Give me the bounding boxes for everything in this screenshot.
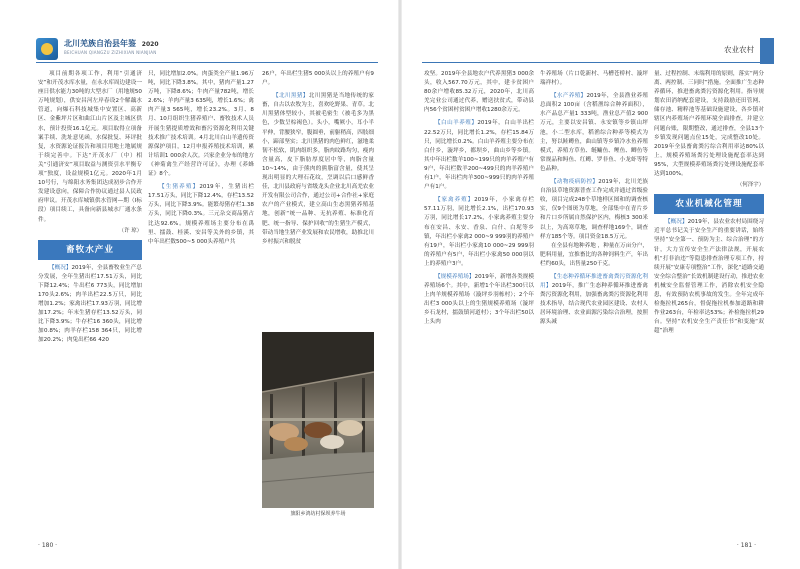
left-column-1: [38, 70, 142, 346]
paragraph: [424, 119, 534, 192]
paragraph-text: 2019年，全县渔业养殖总面积2 100亩（含稻渔综合种养面积），水产品总产量1 333吨，渔业总产值2 900万元，主要以安昌镇、永安镇等乡镇山坪池，小二型水库，稻渔综合种养等模式为主，努以鲑鳟鱼，曲山镇等乡镇冷水鱼养殖模式，养殖方草鱼、鲢鳙鱼、鲤鱼、鲫鱼等常规品和鲟鱼、红鳟、罗非鱼、小龙虾等特色品种。: [540, 93, 648, 172]
label-aquaculture: 【水产养殖】: [551, 93, 587, 100]
header-rule: [422, 62, 764, 63]
yearbook-logo-icon: [36, 38, 58, 60]
paragraph-text: 北川黑猪是当地传统的家畜，自古以农牧为主，喜欢吃野果、青草。北川黑猪体型较小，其被毛密生（被毛多为黑色，少数呈棕褐色）。头小，嘴厥小，耳小半平伸，背腰狭窄，腹圆垂，前躯稍高，四肢细小，蹄部坚实；北川黑猪的肉色鲜红，滋地柔韧不松软，肌肉组织多，脂肉纹路均匀，瘦肉含量高，皮下脂肪厚度居中等，肉脂含量10~14%，由于熊肉的熊脂富含量，使其呈现出明显的大理石花纹，烹调以后口感鲜香佳，北川县政府与省级龙头企业北川高羌农业开发有限公司合作，通过公司+合作社+家庭农户的产业模式，建立高山生态黑猪养殖基地，创新“统一品种、无抗养殖、标准化育肥、统一指导、保护回收”的生猪生产模式，带动当地生猪产业发展和农民增收，助推北川乡村振兴和脱贫: [262, 93, 374, 245]
paragraph: 只，同比增加2.0%。肉蛋类全产量1.96万吨，同比下降3.8%。其中，猪肉产量1.27万吨，下降8.6%；牛肉产量782吨，增长2.6%；羊肉产量3 635吨，增长1.6%；禽肉产量3 565吨，增长23.2%。3月、8月、10月组织生猪养殖户、畜牧技术人员开展生猪提质增效和畜污资源化利用关键技术推广技术培训。4月北川白山羊遗传资源保护项目，12月申报养殖技术培训，累计培训1 000余人次。兴家企业分布的地方《神菊禽生产经营许可证》，办理《养蜂证》8个。: [148, 71, 254, 178]
label-beichuan-black-pig: 【北川黑猪】: [273, 93, 309, 100]
label-pig-farming: 【生猪养殖】: [159, 184, 200, 191]
label-poultry: 【家禽养殖】: [435, 197, 475, 204]
paragraph: [540, 92, 648, 174]
book-title: [64, 38, 159, 49]
paragraph: 项目前期各项工作，利用“引通济安”和开茂水库水量，在永水库周边建设一座日供水能力30吨的大型水厂（用地规50万吨规划），供安昌河左岸春设2个解藕水管道，向爆石科技城集中安置区、高新区、金紫坪片区和曲江山片区及主城区供水，预计投资16.1亿元。项目取得立项备案手续、洗址意见函，水保批复、环评批复，水资源论证报告和项目用地土地属规于续完善中。下达“开茂水厂（中）相关“引通济安”项目取益与测资引水平衡专项”独度，设益规模1亿元。2020年1月10号行，与绵阳水务集团达成初步合作开发建设意向，保障合作协议通过县人民政府审议。开茂水库城镇供水管网—期（I标段）项目续工，具备向新县城水厂通水条件。: [38, 71, 142, 223]
book-title-text: 北川羌族自治县年鉴: [64, 39, 136, 48]
paragraph-text: 2019年，推广生态种养循环推进畜禽粪污资源化利用，加强畜禽粪污资源化利用技术指导，结合现代农业园区建设、农村人居环境治理、农业面源污染综合治理，按照源头减: [540, 283, 648, 326]
paragraph-text: 2019年，县农业农村局围绕习近平总书记关于安全生产的重要讲话，始终坚持“安全第一、预防为主、综合治理”的方针，大力宣传安全生产法律法规，开展农机“打非治违”等隐患排查治理专项工作，持续开展“安康专项整治”工作，深化“道路交通安全综合整治”长效机制建设行动，推进农业机械安全监督管理工作，消除农机安全隐患，有效预防农机事故的发生。全年完成年检拖拉机265台，督促拖拉机参加道路和耕作业263台，年检率达53%；补检拖拉机29台。坚持“农机安全生产责任书”和变施“双超”治理: [654, 219, 764, 335]
left-column-2: [148, 70, 254, 247]
paragraph: 攻坚。2019年全县地农户代养黑猪3 000余头，收入567.70万元，其中，建卡贫困户80余户增收85.32万元，2020年，北川高羌完业公司通过代养，赠送扶贫式，带动县内56个贫困村贫困户增收1280余万元。: [424, 71, 534, 114]
paragraph-text: 2019年，白山羊出栏22.52万只，同比增长1.2%，存栏15.84万只，同比增长0.2%。白山羊养殖主要分布在白什乡，漩坪乡，都坝乡，曲山乡等乡镇。其中年出栏数羊100~199只的肉羊养殖户有9户，年出栏数羊200~499只的肉羊养殖户有1户，年出栏肉羊300~999只的肉羊养殖户有1户。: [424, 120, 534, 191]
paragraph: [148, 183, 254, 247]
label-overview: 【概况】: [665, 219, 688, 226]
section-tag: 农业农村: [724, 45, 754, 54]
paragraph: [654, 218, 764, 336]
author-credit: （许 琼）: [118, 227, 142, 234]
paragraph-text: 2019年，生猪出栏17.51万头，同比下降12.4%，存栏13.52万头，同比下降3.9%。能繁母猪存栏1.38万头，同比下降0.3%。三元杂交商品猪占比达92.6%。规模养殖场主要分布在禹里、擂鼓、桂溪、安昌等关外的乡镇，其中年出栏数500~5 000头养殖户共: [148, 184, 254, 245]
section-banner-livestock: 畜牧水产业: [38, 240, 142, 260]
book-subtitle: BEICHUAN QIANGZU ZIZHIXIAN NIANJIAN: [64, 50, 157, 55]
section-tag-bar: [760, 38, 774, 64]
paragraph: [424, 273, 534, 328]
cattle-farm-photo: [262, 332, 374, 508]
left-column-3: [262, 70, 374, 247]
right-column-2: [540, 70, 648, 328]
page-number: · 181 ·: [736, 542, 756, 549]
paragraph: 量、过程控制、末端利用的原则，落实“两分离、两控制、三同时”措施。全面推广生态种养循环，推进畜禽粪污资源化利用。指导规划农田消纳配套建设，支持鼓励还田管网、储存池、精粹池等基础设施建设，各乡镇对辖区内养殖场户养殖环境全面排查，并建立问题台账，限期整改，通过排查，全县13个乡镇发现问题点位15处，完成整改10处。2019年全县畜禽粪污综合利用率达80%以上，规模养殖场粪污处理设施配套率达到95%，大型规模养殖场粪污处理设施配套率达到100%。: [654, 71, 764, 178]
author-credit: （何泽宇）: [737, 182, 764, 189]
label-white-goat: 【白山羊养殖】: [435, 120, 478, 127]
label-scale-farms: 【规模养殖场】: [435, 273, 475, 280]
label-epidemic-control: 【动物疫病防控】: [551, 179, 599, 186]
page-header: [36, 36, 366, 62]
paragraph: 在全县有地种养地 ，种量在万亩分户，肥料用量，宜推畜比的各种饲料生产，年出栏约60头，出售量250千克。: [540, 242, 648, 267]
paragraph: [424, 196, 534, 269]
paragraph: [262, 92, 374, 247]
paragraph: 牛养殖场（片口乾新村、马槽苍桥村、漩坪瑞祥村）。: [540, 71, 648, 87]
paragraph: 26户，年出栏生猪5 000头以上的养殖户有9户。: [262, 71, 374, 87]
label-overview: 【概况】: [49, 264, 72, 271]
paragraph-text: 2019年，小家禽存栏57.11万羽，同比增长2.1%，出栏170.93万羽，同比增长17.2%，小家禽养殖主要分布在安昌、永安、香泉、白什、白坭等乡镇，年出栏小家禽2 000~9 999羽的养殖户有19户，年出栏小家禽10 000~29 999羽的养殖户有5户，年出栏小家禽50 000羽以上的养殖户3户。: [424, 197, 534, 267]
right-column-1: [424, 70, 534, 328]
paragraph-text: 2019年，新增各类规模养殖场6个。其中，新增1个年出栏300只以上肉羊规模养殖场（漩坪乡羽栋村）；2个年出栏3 000头以上的生猪规模养殖场（漩坪乡石龙村，擂鼓镇河道村）；3个年出栏50以上头肉: [424, 273, 534, 326]
paragraph: [540, 178, 648, 242]
paragraph-text: 2019年，全县畜牧业生产总分发展，全年生猪出栏17.51万头，同比下降12.4%；牛出栏6 773头，同比增加170头2.6%；肉羊出栏22.5万只，同比增加1.2%；家禽出栏17.93万羽，同比增加17.2%；年末生猪存栏13.52万头，同比下降3.9%；牛存栏16 360头，同比增加0.8%；肉羊存栏158 364只，同比增加20.2%；肉兔出栏66 420: [38, 264, 142, 344]
right-column-3: [654, 70, 764, 336]
paragraph-text: 2019年，北川羌族自治县草地资源普查工作完成并通过省级验收，项目完成248个草地样区图和的调查核实，仅9个图斑为草地，全部集中在青片乡和片口乡所属自然保护区内，梅核3 300米以上，为高寒草地，调查样地169个，调查样方185个等。项目资金18.5万元。: [540, 179, 648, 240]
header-rule: [36, 62, 378, 63]
section-banner-mechanization: 农业机械化管理: [654, 194, 764, 214]
paragraph: [540, 273, 648, 328]
photo-caption: 旗阳乡鸿坊村保坝养牛场: [290, 511, 346, 517]
page-number: · 180 ·: [38, 542, 58, 549]
label-eco-recycling: 【生态种养循环推进畜禽粪污资源化利用】: [540, 273, 648, 290]
right-page: [400, 0, 800, 569]
paragraph: [38, 264, 142, 346]
book-year: 2020: [141, 41, 159, 48]
